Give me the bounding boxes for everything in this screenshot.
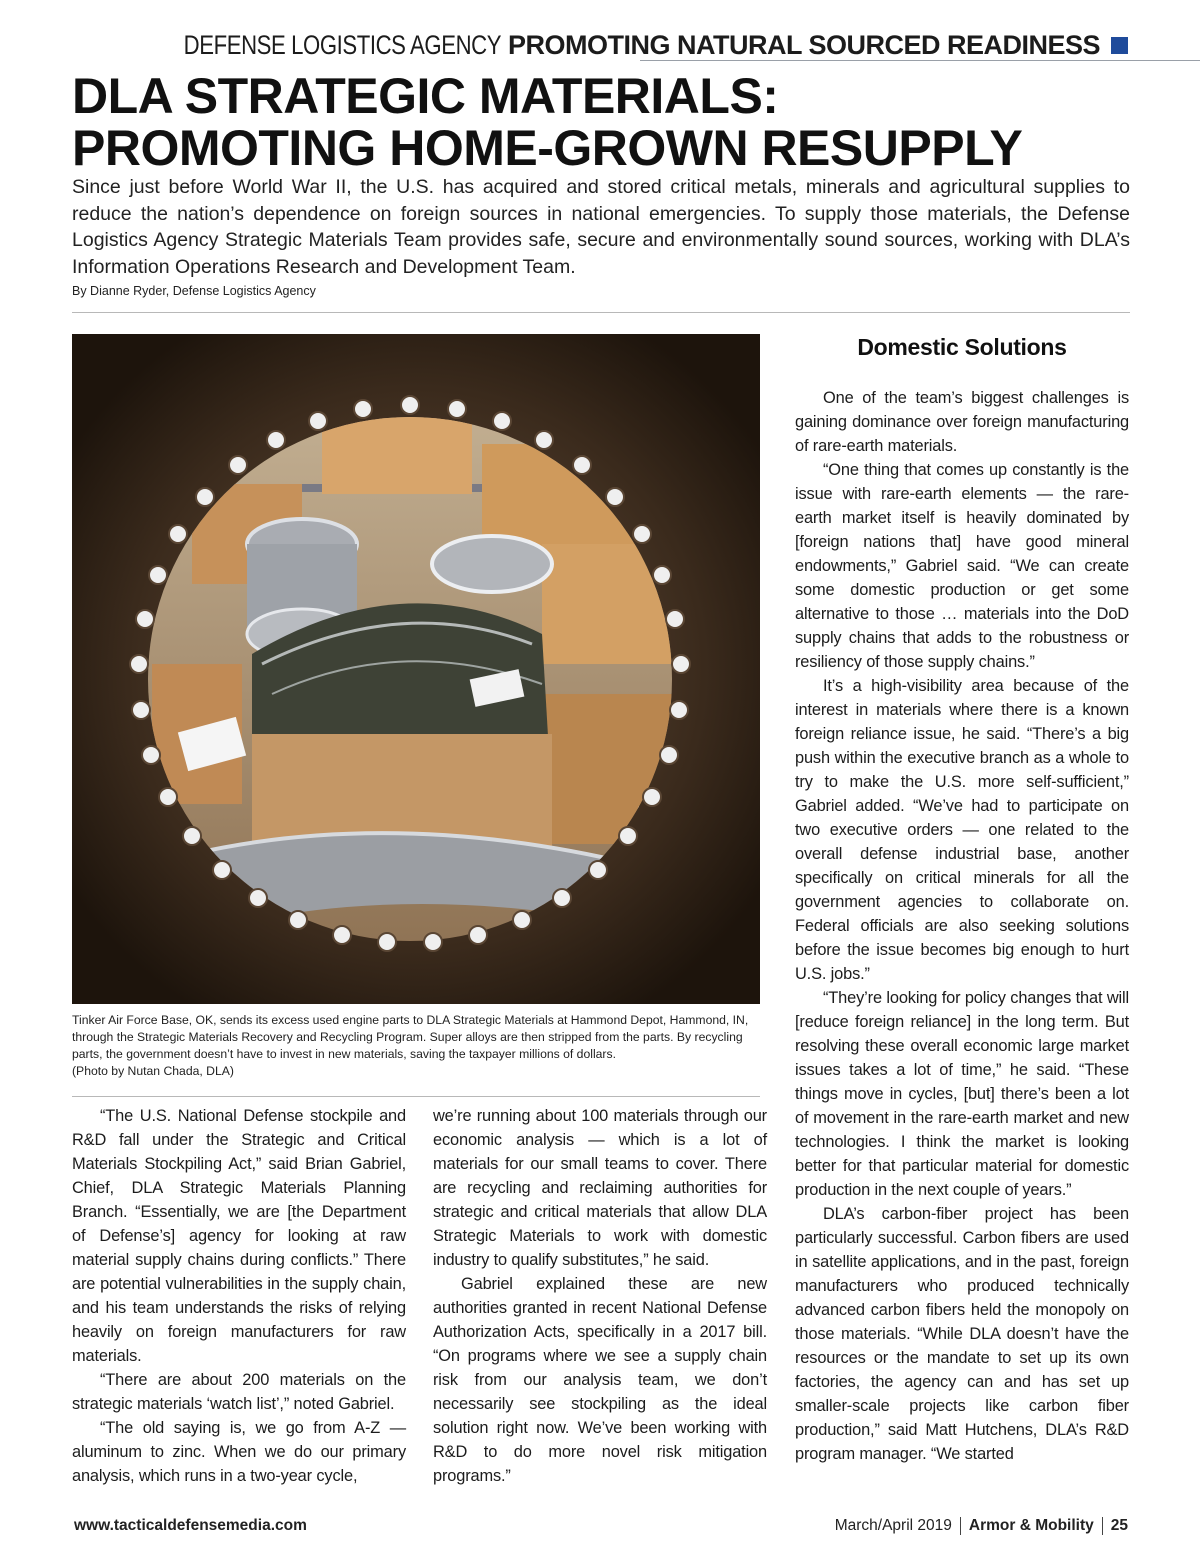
paragraph: It’s a high-visibility area because of the interest in materials where there is a known foreign reliance issue, he said. “There’s a big push within the executive branch as a whole to try to make the U.S. more self-sufficient,” Gabriel added. “We’ve had to participate on two executive orders — one related to the overall defense industrial base, another specifically on critical minerals for all the government agencies to collaborate on. Federal officials are also seeking solutions before the issue becomes big enough to hurt U.S. jobs.” [795,677,1129,983]
section-heading: Domestic Solutions [857,334,1067,360]
paragraph: DLA’s carbon-fiber project has been particularly successful. Carbon fibers are used in satellite applications, and in the past, foreign manufacturers who produced technically advanced carbon fibers held the monopoly on those materials. “While DLA doesn’t have the resources or the mandate to set up its own factories, the agency can and has set up smaller-scale projects like carbon fiber production,” said Matt Hutchens, DLA’s R&D program manager. “We started [795,1205,1129,1463]
photo-credit: (Photo by Nutan Chada, DLA) [72,1064,234,1078]
paragraph: “The U.S. National Defense stockpile and R&D fall under the Strategic and Critical Materials Stockpiling Act,” said Brian Gabriel, Chief, DLA Strategic Materials Planning Branch. “Essentially, we are [the Department of Defense’s] agency for looking at raw material supply chains during conflicts.” There are potential vulnerabilities in the supply chain, and his team understands the risks of relying heavily on foreign manufacturers for raw materials. [72,1107,406,1365]
running-head [0,28,1100,62]
paragraph: “One thing that comes up constantly is the issue with rare-earth elements — the rare-earth market itself is heavily dominated by [foreign nations that] have good mineral endowments,” Gabriel said. “We can create some domestic production or get some alternative to those … materials into the DoD supply chains that adds to the robustness or resiliency of those supply chains.” [795,461,1129,671]
body-column-1 [72,1104,406,1488]
paragraph: One of the team’s biggest challenges is gaining dominance over foreign manufacturing of rare-earth materials. [795,389,1129,455]
body-column-2 [433,1104,767,1488]
paragraph: “The old saying is, we go from A-Z — aluminum to zinc. When we do our primary analysis, which runs in a two-year cycle, [72,1419,406,1485]
divider [72,312,1130,313]
article-photo [72,334,760,1004]
paragraph: “They’re looking for policy changes that will [reduce foreign reliance] in the long term. But resolving these overall economic large market issues takes a lot of time,” he said. “These things move in cycles, [but] there’s been a lot of movement in the rare-earth market and new technologies. I think the market is looking better for that particular material for domestic production in the next couple of years.” [795,989,1129,1199]
paragraph: Gabriel explained these are new authorities granted in recent National Defense Authorization Acts, specifically in a 2017 bill. “On programs where we see a supply chain risk from our analysis team, we don’t necessarily see stockpiling as the ideal solution right now. We’ve been working with R&D to do more novel risk mitigation programs.” [433,1275,767,1485]
running-head-topic: PROMOTING NATURAL SOURCED READINESS [507,30,1100,60]
running-head-square-icon [1111,37,1128,54]
footer-separator [960,1517,961,1535]
headline-line-2: PROMOTING HOME-GROWN RESUPPLY [72,120,1023,176]
byline: By Dianne Ryder, Defense Logistics Agency [72,284,316,298]
footer-magazine: Armor & Mobility [968,1517,1094,1535]
headline [72,70,1132,174]
paragraph: “There are about 200 materials on the strategic materials ‘watch list’,” noted Gabriel. [72,1371,406,1413]
footer-issue-info [835,1517,1128,1535]
engine-parts-illustration [72,334,760,1004]
caption-divider [72,1096,760,1097]
caption-text: Tinker Air Force Base, OK, sends its excess used engine parts to DLA Strategic Materials at Hammond Depot, Hammond, IN, through the Strategic Materials Recovery and Recycling Program. Super alloys are then stripped from the parts. By recycling parts, the government doesn’t have to invest in new materials, saving the taxpayer millions of dollars. [72,1013,749,1061]
intro-paragraph: Since just before World War II, the U.S. has acquired and stored critical metals, minerals and agricultural supplies to reduce the nation’s dependence on foreign sources in national emergencies. To supply those materials, the Defense Logistics Agency Strategic Materials Team provides safe, secure and environmentally sound sources, working with DLA’s Information Operations Research and Development Team. [72,176,1130,278]
footer-page-number: 25 [1110,1517,1128,1535]
running-head-rule [640,60,1200,61]
body-column-3 [795,386,1129,1466]
footer-website-link[interactable]: www.tacticaldefensemedia.com [74,1517,307,1534]
headline-line-1: DLA STRATEGIC MATERIALS: [72,68,779,124]
photo-caption [72,1012,760,1080]
footer-separator [1102,1517,1103,1535]
paragraph: we’re running about 100 materials through our economic analysis — which is a lot of materials for our small teams to cover. There are recycling and reclaiming authorities for strategic and critical materials that allow DLA Strategic Materials to work with domestic industry to qualify substitutes,” he said. [433,1107,767,1269]
footer-issue: March/April 2019 [834,1517,952,1535]
running-head-agency: DEFENSE LOGISTICS AGENCY [183,30,501,60]
